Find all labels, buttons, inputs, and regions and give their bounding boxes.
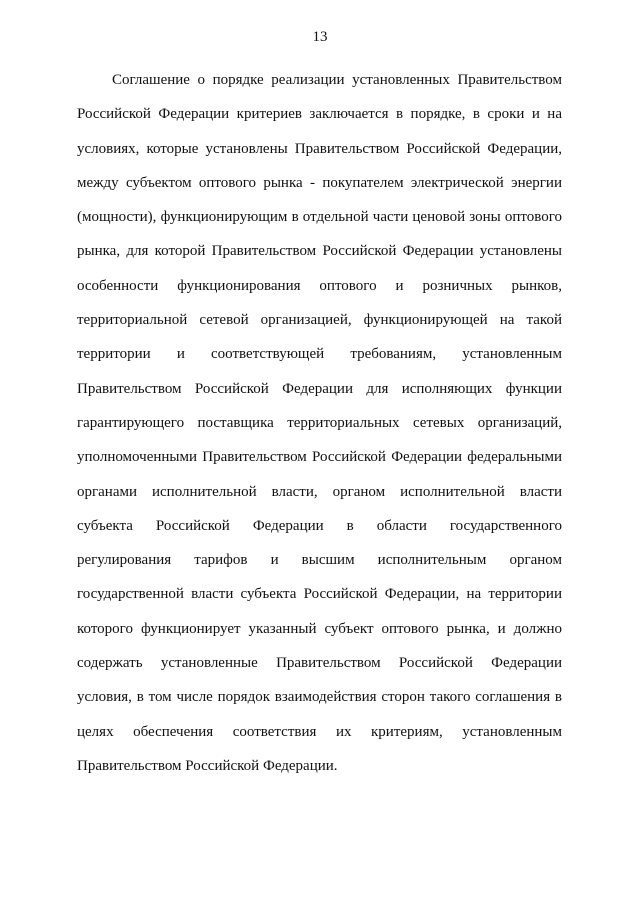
paragraph-line: условия, в том числе порядок взаимодействия сторон такого соглашения в [77,689,562,706]
paragraph-line: Российской Федерации критериев заключается в порядке, в сроки и на [77,106,562,123]
paragraph-line: субъекта Российской Федерации в области государственного [77,517,562,534]
paragraph-line: государственной власти субъекта Российской Федерации, на территории [77,586,562,603]
paragraph-line: уполномоченными Правительством Российской Федерации федеральными [77,449,562,466]
paragraph-line: условиях, которые установлены Правительством Российской Федерации, [77,140,562,157]
paragraph-line: содержать установленные Правительством Российской Федерации [77,655,562,672]
paragraph-line: Правительством Российской Федерации. [77,757,338,774]
page-number: 13 [312,29,328,45]
paragraph-line: между субъектом оптового рынка - покупателем электрической энергии [77,174,562,191]
paragraph-line: особенности функционирования оптового и розничных рынков, [77,277,562,294]
paragraph-line: целях обеспечения соответствия их критериям, установленным [77,723,562,740]
paragraph-line: гарантирующего поставщика территориальных сетевых организаций, [77,414,562,431]
document-paragraph [77,71,562,791]
paragraph-line: которого функционирует указанный субъект оптового рынка, и должно [77,620,562,637]
paragraph-line: регулирования тарифов и высшим исполнительным органом [77,552,562,569]
paragraph-line: Правительством Российской Федерации для исполняющих функции [77,380,562,397]
paragraph-line: Соглашение о порядке реализации установленных Правительством [112,72,562,88]
paragraph-line: территории и соответствующей требованиям, установленным [77,346,562,363]
paragraph-line: (мощности), функционирующим в отдельной части ценовой зоны оптового [77,209,562,226]
paragraph-line: рынка, для которой Правительством Российской Федерации установлены [77,243,562,260]
paragraph-line: органами исполнительной власти, органом исполнительной власти [77,483,562,500]
paragraph-line: территориальной сетевой организацией, функционирующей на такой [77,312,562,329]
